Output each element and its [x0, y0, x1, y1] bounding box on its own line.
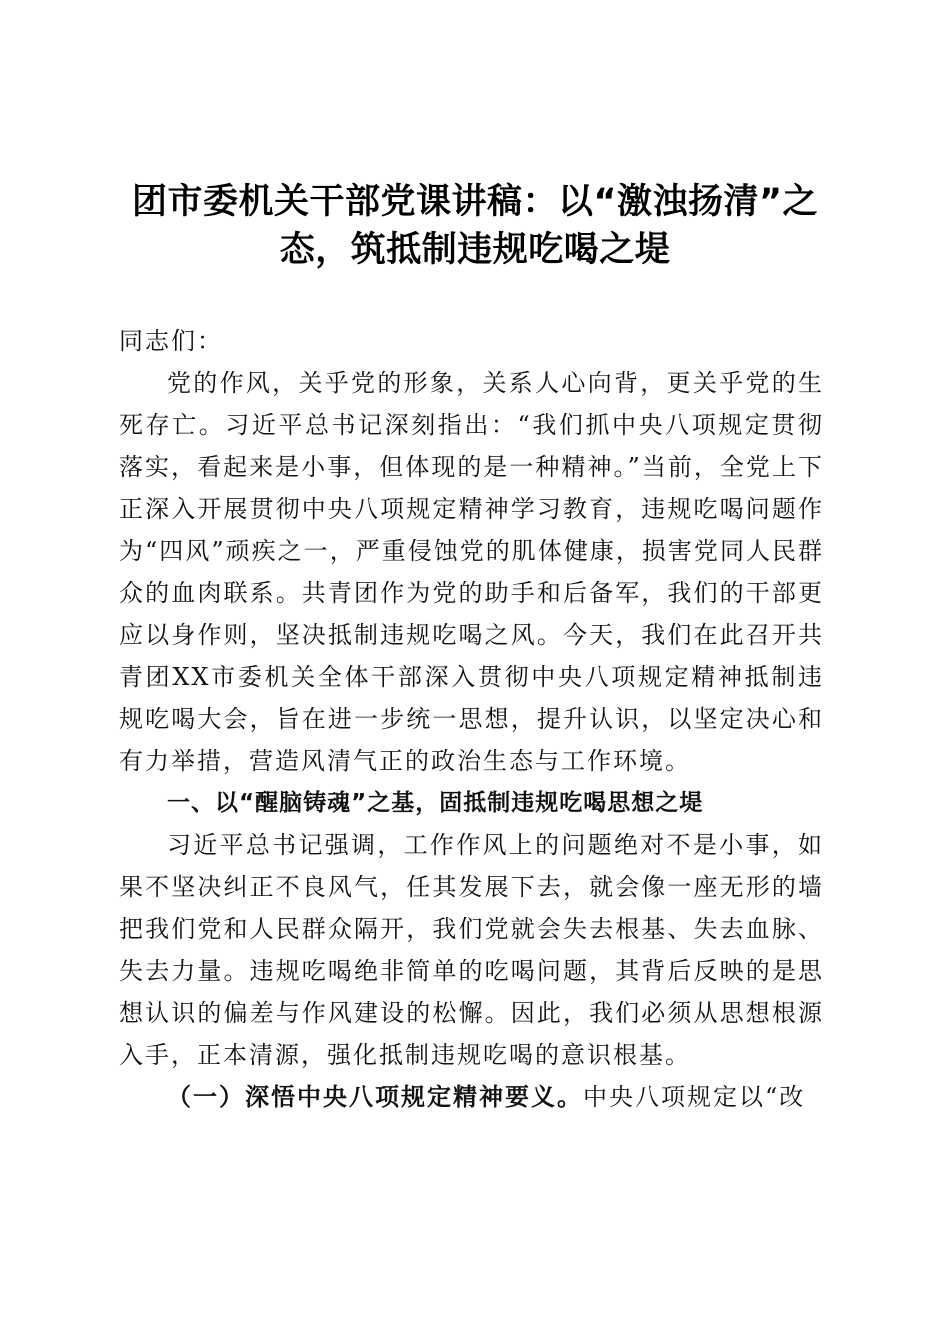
subsection-1-paragraph: [119, 1076, 824, 1118]
intro-paragraph: 党的作风，关乎党的形象，关系人心向背，更关乎党的生死存亡。习近平总书记深刻指出：“我们抓中央八项规定贯彻落实，看起来是小事，但体现的是一种精神。”当前，全党上下正深入开展贯彻中央八项规定精神学习教育，违规吃喝问题作为“四风”顽疾之一，严重侵蚀党的肌体健康，损害党同人民群众的血肉联系。共青团作为党的助手和后备军，我们的干部更应以身作则，坚决抵制违规吃喝之风。今天，我们在此召开共青团XX市委机关全体干部深入贯彻中央八项规定精神抵制违规吃喝大会，旨在进一步统一思想，提升认识，以坚定决心和有力举措，营造风清气正的政治生态与工作环境。: [119, 369, 824, 775]
document-title: [100, 178, 850, 274]
section-1-heading: 一、以“醒脑铸魂”之基，固抵制违规吃喝思想之堤: [167, 790, 704, 816]
title-line-2: 态，筑抵制违规吃喝之堤: [279, 230, 671, 270]
section-1-paragraph: 习近平总书记强调，工作作风上的问题绝对不是小事，如果不坚决纠正不良风气，任其发展下去，就会像一座无形的墙把我们党和人民群众隔开，我们党就会失去根基、失去血脉、失去力量。违规吃喝绝非简单的吃喝问题，其背后反映的是思想认识的偏差与作风建设的松懈。因此，我们必须从思想根源入手，正本清源，强化抵制违规吃喝的意识根基。: [119, 831, 824, 1069]
subsection-1-text: 中央八项规定以“改: [583, 1083, 806, 1111]
title-line-1: 团市委机关干部党课讲稿：以“激浊扬清”之: [131, 182, 818, 222]
document-body: [119, 320, 824, 1118]
salutation: 同志们：: [119, 327, 223, 355]
subsection-1-heading: （一）深悟中央八项规定精神要义。: [167, 1082, 583, 1111]
